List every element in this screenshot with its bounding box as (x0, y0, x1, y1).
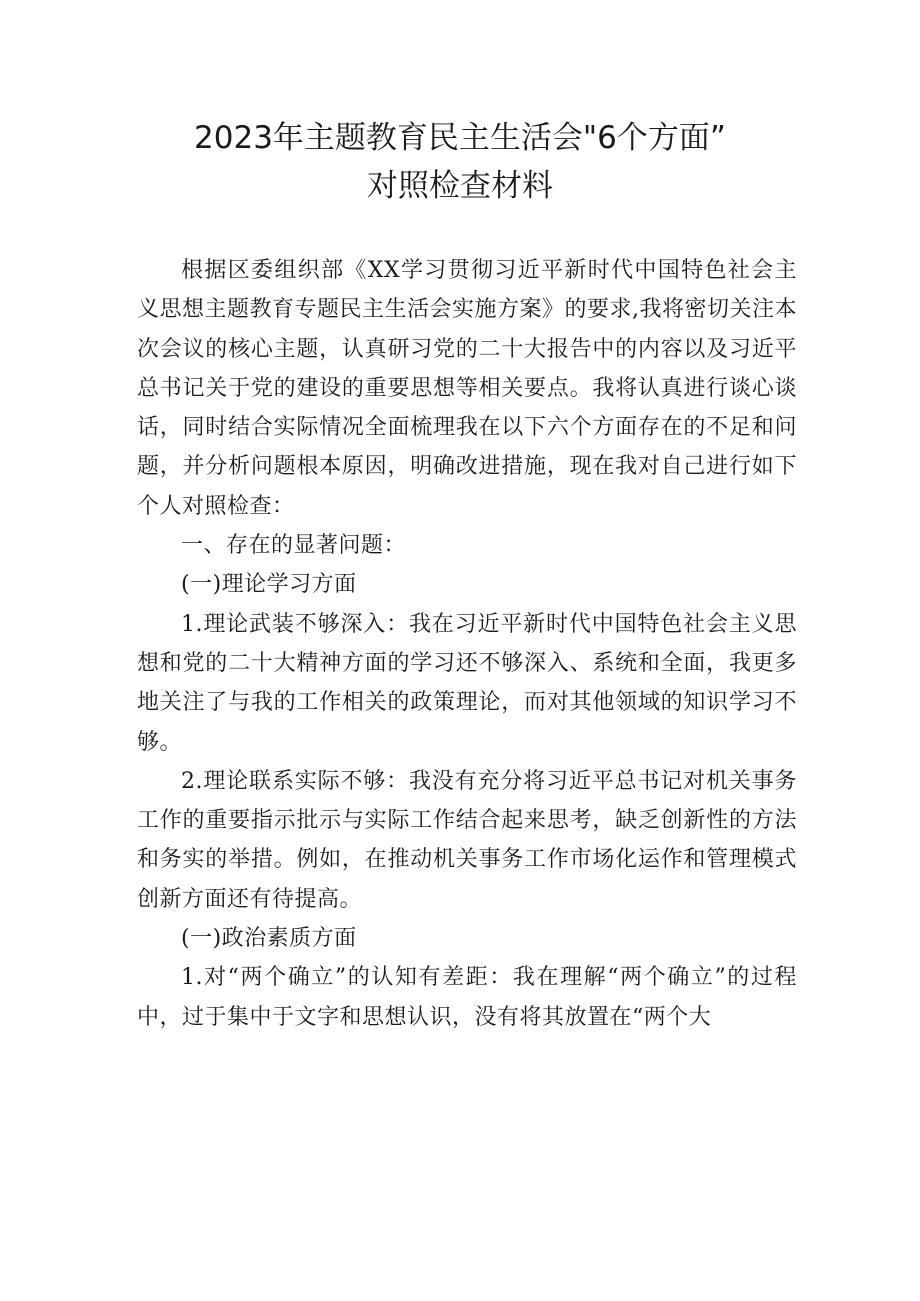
document-title-line-2: 对照检查材料 (367, 168, 553, 204)
theory-item-1: 1.理论武装不够深入：我在习近平新时代中国特色社会主义思想和党的二十大精神方面的学习还不够深入、系统和全面，我更多地关注了与我的工作相关的政策理论，而对其他领域的知识学习不够。 (137, 611, 797, 755)
document-title-line-1: 2023年主题教育民主生活会"6个方面” (194, 120, 726, 156)
document-body (137, 251, 797, 1037)
subsection-heading-theory: (一)理论学习方面 (181, 572, 357, 598)
intro-paragraph: 根据区委组织部《XX学习贯彻习近平新时代中国特色社会主义思想主题教育专题民主生活会实施方案》的要求,我将密切关注本次会议的核心主题，认真研习党的二十大报告中的内容以及习近平总书记关于党的建设的重要思想等相关要点。我将认真进行谈心谈话，同时结合实际情况全面梳理我在以下六个方面存在的不足和问题，并分析问题根本原因，明确改进措施，现在我对自己进行如下个人对照检查： (137, 258, 797, 519)
politics-item-1: 1.对“两个确立”的认知有差距：我在理解“两个确立”的过程中，过于集中于文字和思想认识，没有将其放置在“两个大 (137, 965, 797, 1030)
section-heading-problems: 一、存在的显著问题： (181, 533, 407, 559)
theory-item-2: 2.理论联系实际不够：我没有充分将习近平总书记对机关事务工作的重要指示批示与实际工作结合起来思考，缺乏创新性的方法和务实的举措。例如，在推动机关事务工作市场化运作和管理模式创新方面还有待提高。 (137, 768, 797, 912)
subsection-heading-politics: (一)政治素质方面 (181, 926, 357, 952)
